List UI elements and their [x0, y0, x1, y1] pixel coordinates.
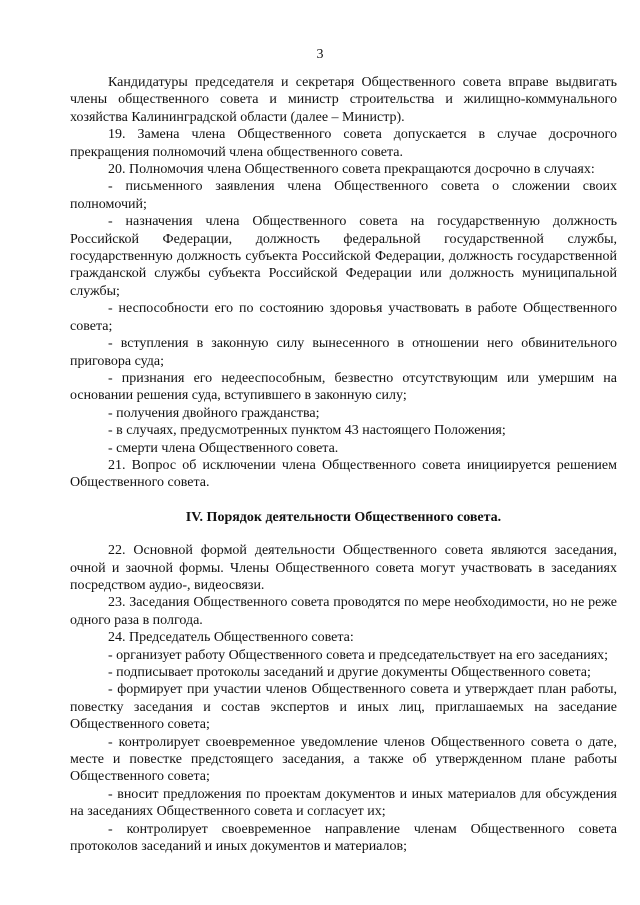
list-item: - неспособности его по состоянию здоровья участвовать в работе Общественного совета;	[70, 301, 617, 334]
list-item: - назначения члена Общественного совета на государственную должность Российской Федерации, должность федеральной государственной службы, государственную должность субъекта Российской Федерации, должность государственной гражданской службы субъекта Российской Федерации или должность муниципальной службы;	[70, 214, 617, 299]
list-item: - письменного заявления члена Общественного совета о сложении своих полномочий;	[70, 179, 617, 212]
paragraph: Кандидатуры председателя и секретаря Общественного совета вправе выдвигать члены общественного совета и министр строительства и жилищно-коммунального хозяйства Калининградской области (далее – Министр).	[70, 75, 617, 125]
list-item: - контролирует своевременное уведомление членов Общественного совета о дате, месте и повестке предстоящего заседания, а также об утвержденном плане работы Общественного совета;	[70, 734, 617, 785]
paragraph: 20. Полномочия члена Общественного совета прекращаются досрочно в случаях:	[108, 162, 595, 178]
paragraph: 21. Вопрос об исключении члена Общественного совета инициируется решением Общественного совета.	[70, 457, 617, 491]
paragraph: 24. Председатель Общественного совета:	[108, 630, 354, 646]
page-number: 3	[316, 47, 324, 62]
list-item: - получения двойного гражданства;	[108, 405, 320, 421]
section-heading: IV. Порядок деятельности Общественного совета.	[185, 509, 502, 525]
list-item: - вступления в законную силу вынесенного в отношении него обвинительного приговора суда;	[70, 336, 617, 369]
list-item: - вносит предложения по проектам документов и иных материалов для обсуждения на заседаниях Общественного совета и согласует их;	[70, 786, 617, 820]
document-body	[70, 74, 617, 855]
list-item: - в случаях, предусмотренных пунктом 43 настоящего Положения;	[108, 423, 506, 439]
list-item: - подписывает протоколы заседаний и другие документы Общественного совета;	[108, 665, 591, 680]
paragraph: 19. Замена члена Общественного совета допускается в случае досрочного прекращения полномочий члена общественного совета.	[70, 127, 617, 160]
list-item: - признания его недееспособным, безвестно отсутствующим или умершим на основании решения суда, вступившего в законную силу;	[70, 370, 617, 404]
paragraph: 22. Основной формой деятельности Общественного совета являются заседания, очной и заочной формы. Члены Общественного совета могут участвовать в заседаниях посредством аудио-, видеосвязи.	[70, 543, 617, 593]
list-item: - организует работу Общественного совета и председательствует на его заседаниях;	[108, 647, 609, 663]
paragraph: 23. Заседания Общественного совета проводятся по мере необходимости, но не реже одного раза в полгода.	[70, 595, 617, 628]
list-item: - смерти члена Общественного совета.	[108, 440, 339, 456]
list-item: - формирует при участии членов Общественного совета и утверждает план работы, повестку заседания и состав экспертов и иных лиц, приглашаемых на заседание Общественного совета;	[70, 682, 617, 733]
list-item: - контролирует своевременное направление членам Общественного совета протоколов заседаний и иных документов и материалов;	[70, 821, 617, 855]
